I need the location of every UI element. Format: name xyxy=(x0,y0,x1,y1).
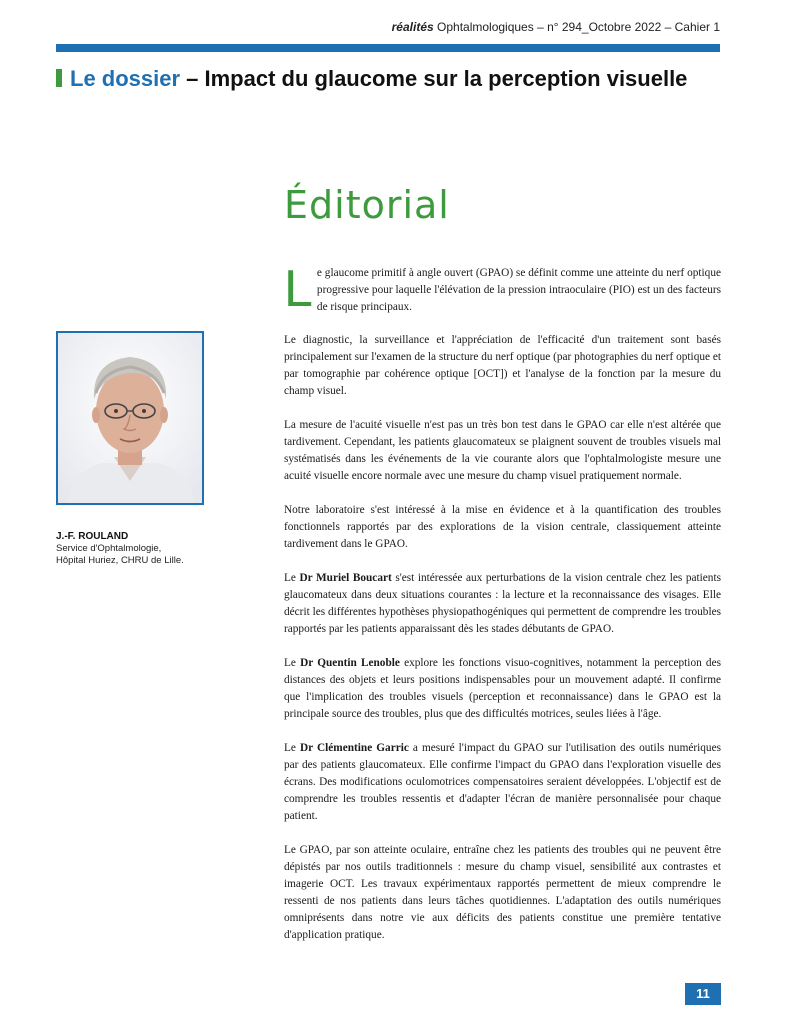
journal-issue: Ophtalmologiques – n° 294_Octobre 2022 – Cahier 1 xyxy=(433,20,720,34)
section-marker xyxy=(56,69,62,87)
dossier-heading xyxy=(56,66,687,92)
author-affiliation xyxy=(56,543,236,567)
dossier-label: Le dossier xyxy=(70,66,181,91)
header-rule xyxy=(56,44,720,52)
paragraph-garric-text: a mesuré l'impact du GPAO sur l'utilisation des outils numériques par des patients glaucomateux. Elle confirme l'impact du GPAO dans l'exploration visuelle des écrans. Des modifications oculomotrices compensatoires seraient développées. L'objectif est de comprendre les troubles ressentis et d'adapter l'écran de manière personnalisée pour chaque patient. xyxy=(284,742,721,822)
author-garric: Dr Clémentine Garric xyxy=(299,742,409,754)
prefix: Le xyxy=(284,572,300,584)
author-name: J.-F. ROULAND xyxy=(56,531,129,542)
paragraph-boucart-text: s'est intéressée aux perturbations de la vision centrale chez les patients glaucomateux dans deux situations courantes : la lecture et la reconnaissance des visages. Elle décrit les différentes hypothèses physiopathogéniques qui permettent de comprendre les troubles rapportés par les patients apparaissant dès les stades débutants de GPAO. xyxy=(284,572,721,635)
paragraph-boucart xyxy=(284,570,721,638)
paragraph-diagnostic: Le diagnostic, la surveillance et l'appréciation de l'efficacité d'un traitement sont basés principalement sur l'examen de la structure du nerf optique (par photographies du nerf optique et par tomographie par cohérence optique [OCT]) et l'analyse de la fonction par la mesure du champ visuel. xyxy=(284,334,721,397)
dossier-title: – Impact du glaucome sur la perception visuelle xyxy=(180,66,688,91)
paragraph-intro xyxy=(284,260,721,318)
editorial-title: Éditorial xyxy=(284,183,450,227)
page-number: 11 xyxy=(685,983,721,1005)
author-boucart: Dr Muriel Boucart xyxy=(299,572,392,584)
prefix: Le xyxy=(284,657,301,669)
author-service: Service d'Ophtalmologie, xyxy=(56,543,162,554)
author-photo xyxy=(56,331,204,505)
running-header xyxy=(392,20,720,34)
paragraph-conclusion: Le GPAO, par son atteinte oculaire, entraîne chez les patients des troubles qui ne peuvent être dépistés par nos outils traditionnels : mesure du champ visuel, sensibilité aux contrastes et imagerie OCT. Les travaux expérimentaux rapportés permettent de mieux comprendre le ressenti de nos patients dans leurs tâches quotidiennes. L'adaptation des outils numériques omniprésents dans notre vie aux déficits des patients constitue une première tentative d'application pratique. xyxy=(284,844,721,941)
journal-brand: réalités xyxy=(391,20,434,34)
paragraph-laboratory: Notre laboratoire s'est intéressé à la mise en évidence et à la quantification des troubles fonctionnels rapportés par des explorations de la vision centrale, classiquement atteinte tardivement dans le GPAO. xyxy=(284,504,721,550)
paragraph-lenoble xyxy=(284,655,721,723)
paragraph-garric xyxy=(284,740,721,825)
paragraph-intro-text: e glaucome primitif à angle ouvert (GPAO) se définit comme une atteinte du nerf optique progressive pour laquelle l'élévation de la pression intraoculaire (PIO) est un des facteurs de risque principaux. xyxy=(316,267,721,313)
author-hospital: Hôpital Huriez, CHRU de Lille. xyxy=(56,555,184,566)
prefix: Le xyxy=(284,742,300,754)
drop-cap: L xyxy=(284,260,313,318)
paragraph-acuity: La mesure de l'acuité visuelle n'est pas un très bon test dans le GPAO car elle n'est altérée que tardivement. Cependant, les patients glaucomateux se plaignent souvent de troubles visuels mal systématisés dans les événements de la vie courante alors que l'ophtalmologiste mesure une acuité visuelle encore normale avec une mesure du champ visuel pratiquement normale. xyxy=(284,419,721,482)
editorial-body xyxy=(284,260,721,961)
author-lenoble: Dr Quentin Lenoble xyxy=(300,657,400,669)
paragraph-lenoble-text: explore les fonctions visuo-cognitives, notamment la perception des distances des objets et leurs positions indispensables pour un mouvement adapté. Il confirme que l'implication des troubles visuels (perception et reconnaissance) dans le GPAO est la principale source des troubles, plus que des difficultés motrices, seules liées à l'âge. xyxy=(284,657,721,720)
author-portrait-illustration xyxy=(58,333,202,503)
